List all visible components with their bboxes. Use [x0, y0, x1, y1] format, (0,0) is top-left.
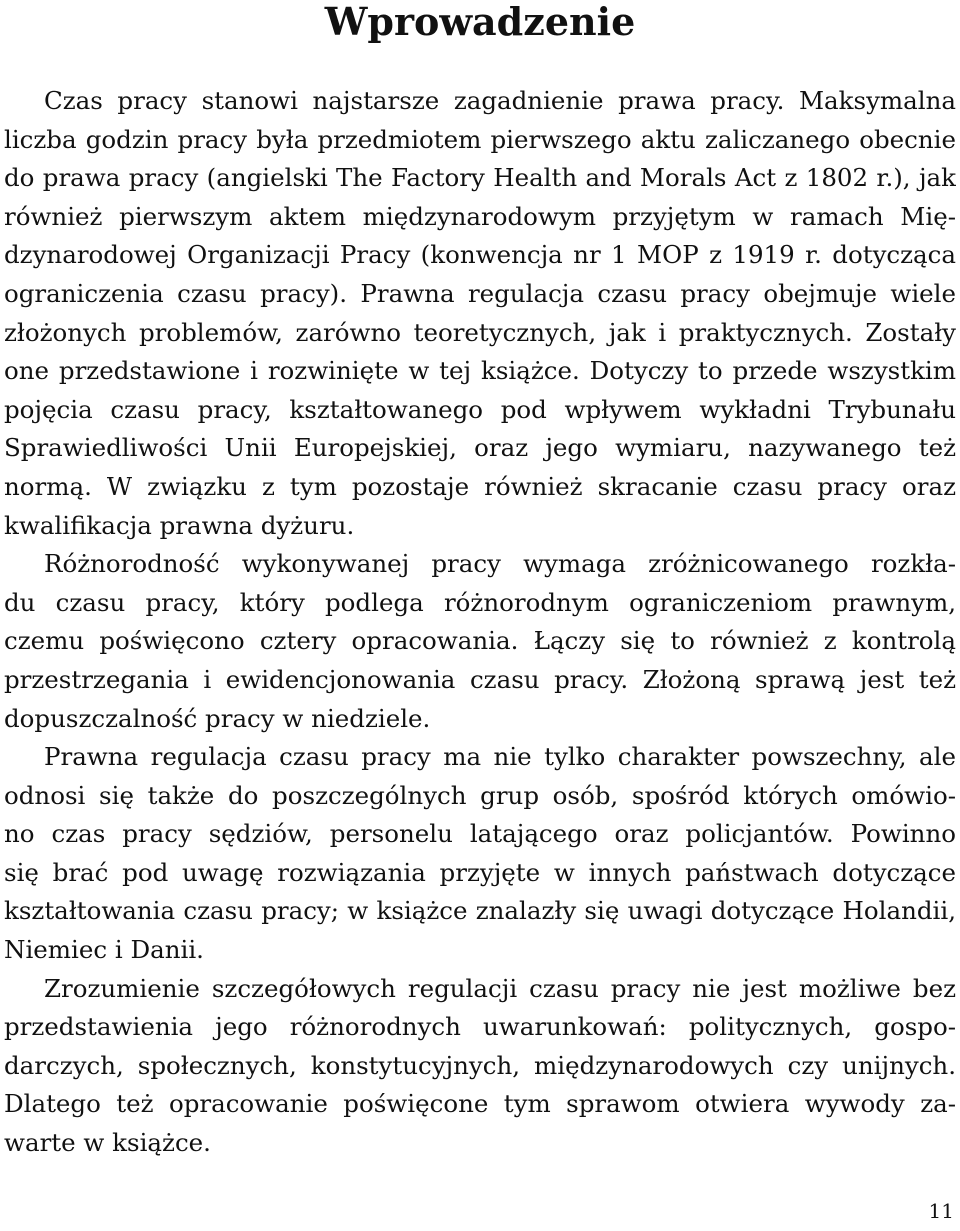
- text-line: no czas pracy sędziów, personelu latającego oraz policjantów. Powinno: [4, 819, 956, 849]
- text-line: one przedstawione i rozwinięte w tej książce. Dotyczy to przede wszystkim: [4, 356, 956, 386]
- text-line: kwalifikacja prawna dyżuru.: [4, 510, 355, 540]
- page-number: 11: [928, 1199, 954, 1223]
- text-line: warte w książce.: [4, 1128, 211, 1158]
- text-line: się brać pod uwagę rozwiązania przyjęte w innych państwach dotyczące: [4, 857, 956, 887]
- page-title: Wprowadzenie: [324, 0, 636, 44]
- text-line: dzynarodowej Organizacji Pracy (konwencja nr 1 MOP z 1919 r. dotycząca: [4, 240, 956, 270]
- text-line: Różnorodność wykonywanej pracy wymaga zróżnicowanego rozkła-: [44, 549, 956, 579]
- text-line: złożonych problemów, zarówno teoretycznych, jak i praktycznych. Zostały: [4, 317, 956, 347]
- text-line: Sprawiedliwości Unii Europejskiej, oraz jego wymiaru, nazywanego też: [4, 433, 956, 463]
- text-line: czemu poświęcono cztery opracowania. Łączy się to również z kontrolą: [4, 626, 956, 656]
- text-line: odnosi się także do poszczególnych grup osób, spośród których omówio-: [4, 780, 956, 810]
- text-line: liczba godzin pracy była przedmiotem pierwszego aktu zaliczanego obecnie: [4, 124, 956, 154]
- text-line: normą. W związku z tym pozostaje również skracanie czasu pracy oraz: [4, 471, 956, 501]
- text-line: Prawna regulacja czasu pracy ma nie tylko charakter powszechny, ale: [44, 742, 956, 772]
- text-line: Czas pracy stanowi najstarsze zagadnienie prawa pracy. Maksymalna: [44, 86, 956, 115]
- text-line: Dlatego też opracowanie poświęcone tym sprawom otwiera wywody za-: [4, 1089, 956, 1119]
- text-line: pojęcia czasu pracy, kształtowanego pod wpływem wykładni Trybunału: [4, 394, 956, 424]
- body-text: [4, 82, 956, 1163]
- text-line: dopuszczalność pracy w niedziele.: [4, 703, 431, 733]
- text-line: kształtowania czasu pracy; w książce znalazły się uwagi dotyczące Holandii,: [4, 896, 956, 926]
- text-line: Niemiec i Danii.: [4, 935, 204, 965]
- text-line: również pierwszym aktem międzynarodowym przyjętym w ramach Mię-: [4, 201, 956, 231]
- text-line: ograniczenia czasu pracy). Prawna regulacja czasu pracy obejmuje wiele: [4, 278, 956, 308]
- text-line: przestrzegania i ewidencjonowania czasu pracy. Złożoną sprawą jest też: [4, 664, 956, 694]
- text-line: darczych, społecznych, konstytucyjnych, międzynarodowych czy unijnych.: [4, 1050, 956, 1080]
- text-line: przedstawienia jego różnorodnych uwarunkowań: politycznych, gospo-: [4, 1012, 956, 1042]
- text-line: Zrozumienie szczegółowych regulacji czasu pracy nie jest możliwe bez: [44, 973, 956, 1003]
- text-line: do prawa pracy (angielski The Factory Health and Morals Act z 1802 r.), jak: [4, 163, 956, 193]
- text-line: du czasu pracy, który podlega różnorodnym ograniczeniom prawnym,: [4, 587, 956, 617]
